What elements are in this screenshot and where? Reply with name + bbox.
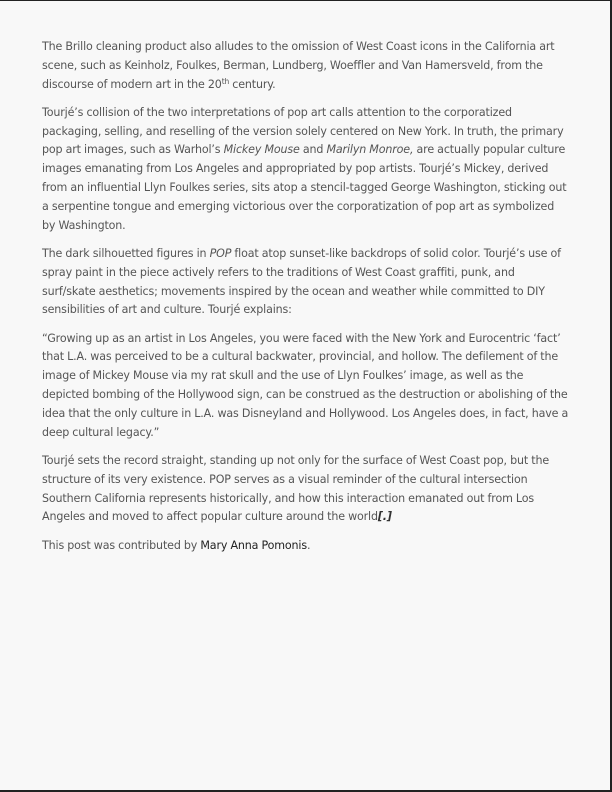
text: The dark silhouetted figures in xyxy=(42,246,210,260)
text: Tourjé sets the record straight, standing up not only for the surface of West Coast pop, but the structure of its very existence. POP serves as a visual reminder of the cultural intersection Southern California represents historically, and how this interaction emanated out from Los Angeles and moved to affect popular culture around the world xyxy=(42,453,550,524)
text: Tourjé’s collision of the two interpretations of pop art calls attention to the corporatized packaging, selling, and reselling of the version solely centered on New York. In truth, the primary pop art images, such as Warhol’s xyxy=(42,105,564,157)
paragraph-contributor xyxy=(42,537,570,556)
text: are actually popular culture images emanating from Los Angeles and appropriated by pop artists. Tourjé’s Mickey, derived from an influential Llyn Foulkes series, sits atop a stencil-tagged George Washington, sticking out a serpentine tongue and emerging victorious over the corporatization of pop art as symbolized by Washington. xyxy=(42,143,567,232)
bracket-mark: [.] xyxy=(377,510,392,524)
artwork-title-marilyn-monroe: Marilyn Monroe, xyxy=(326,143,414,157)
text: “Growing up as an artist in Los Angeles, you were faced with the New York and Eurocentric ‘fact’ that L.A. was perceived to be a cultural backwater, provincial, and hollow. The defilement of the image of Mickey Mouse via my rat skull and the use of Llyn Foulkes’ image, as well as the depicted bombing of the Hollywood sign, can be construed as the destruction or abolishing of the idea that the only culture in L.A. was Disneyland and Hollywood. Los Angeles does, in fact, have a deep cultural legacy.” xyxy=(42,331,569,439)
text: . xyxy=(307,538,311,552)
artwork-title-mickey-mouse: Mickey Mouse xyxy=(223,143,300,157)
artwork-title-pop: POP xyxy=(209,246,232,260)
text: float atop sunset-like backdrops of solid color. Tourjé’s use of spray paint in the piece actively refers to the traditions of West Coast graffiti, punk, and surf/skate aesthetics; movements inspired by the ocean and weather while committed to DIY sensibilities of art and culture. Tourjé explains: xyxy=(42,246,561,317)
text: century. xyxy=(229,77,276,91)
paragraph-brillo xyxy=(42,38,570,94)
paragraph-silhouettes xyxy=(42,245,570,320)
contributor-link[interactable]: Mary Anna Pomonis xyxy=(200,538,307,552)
article-body xyxy=(42,38,570,565)
paragraph-conclusion xyxy=(42,452,570,527)
superscript: th xyxy=(221,76,230,86)
text: The Brillo cleaning product also alludes to the omission of West Coast icons in the California art scene, such as Keinholz, Foulkes, Berman, Lundberg, Woeffler and Van Hamersveld, from the discourse of modern art in the 20 xyxy=(42,40,555,91)
text: and xyxy=(299,143,327,157)
text: This post was contributed by xyxy=(42,538,201,552)
paragraph-collision xyxy=(42,104,570,236)
paragraph-quote xyxy=(42,330,570,443)
